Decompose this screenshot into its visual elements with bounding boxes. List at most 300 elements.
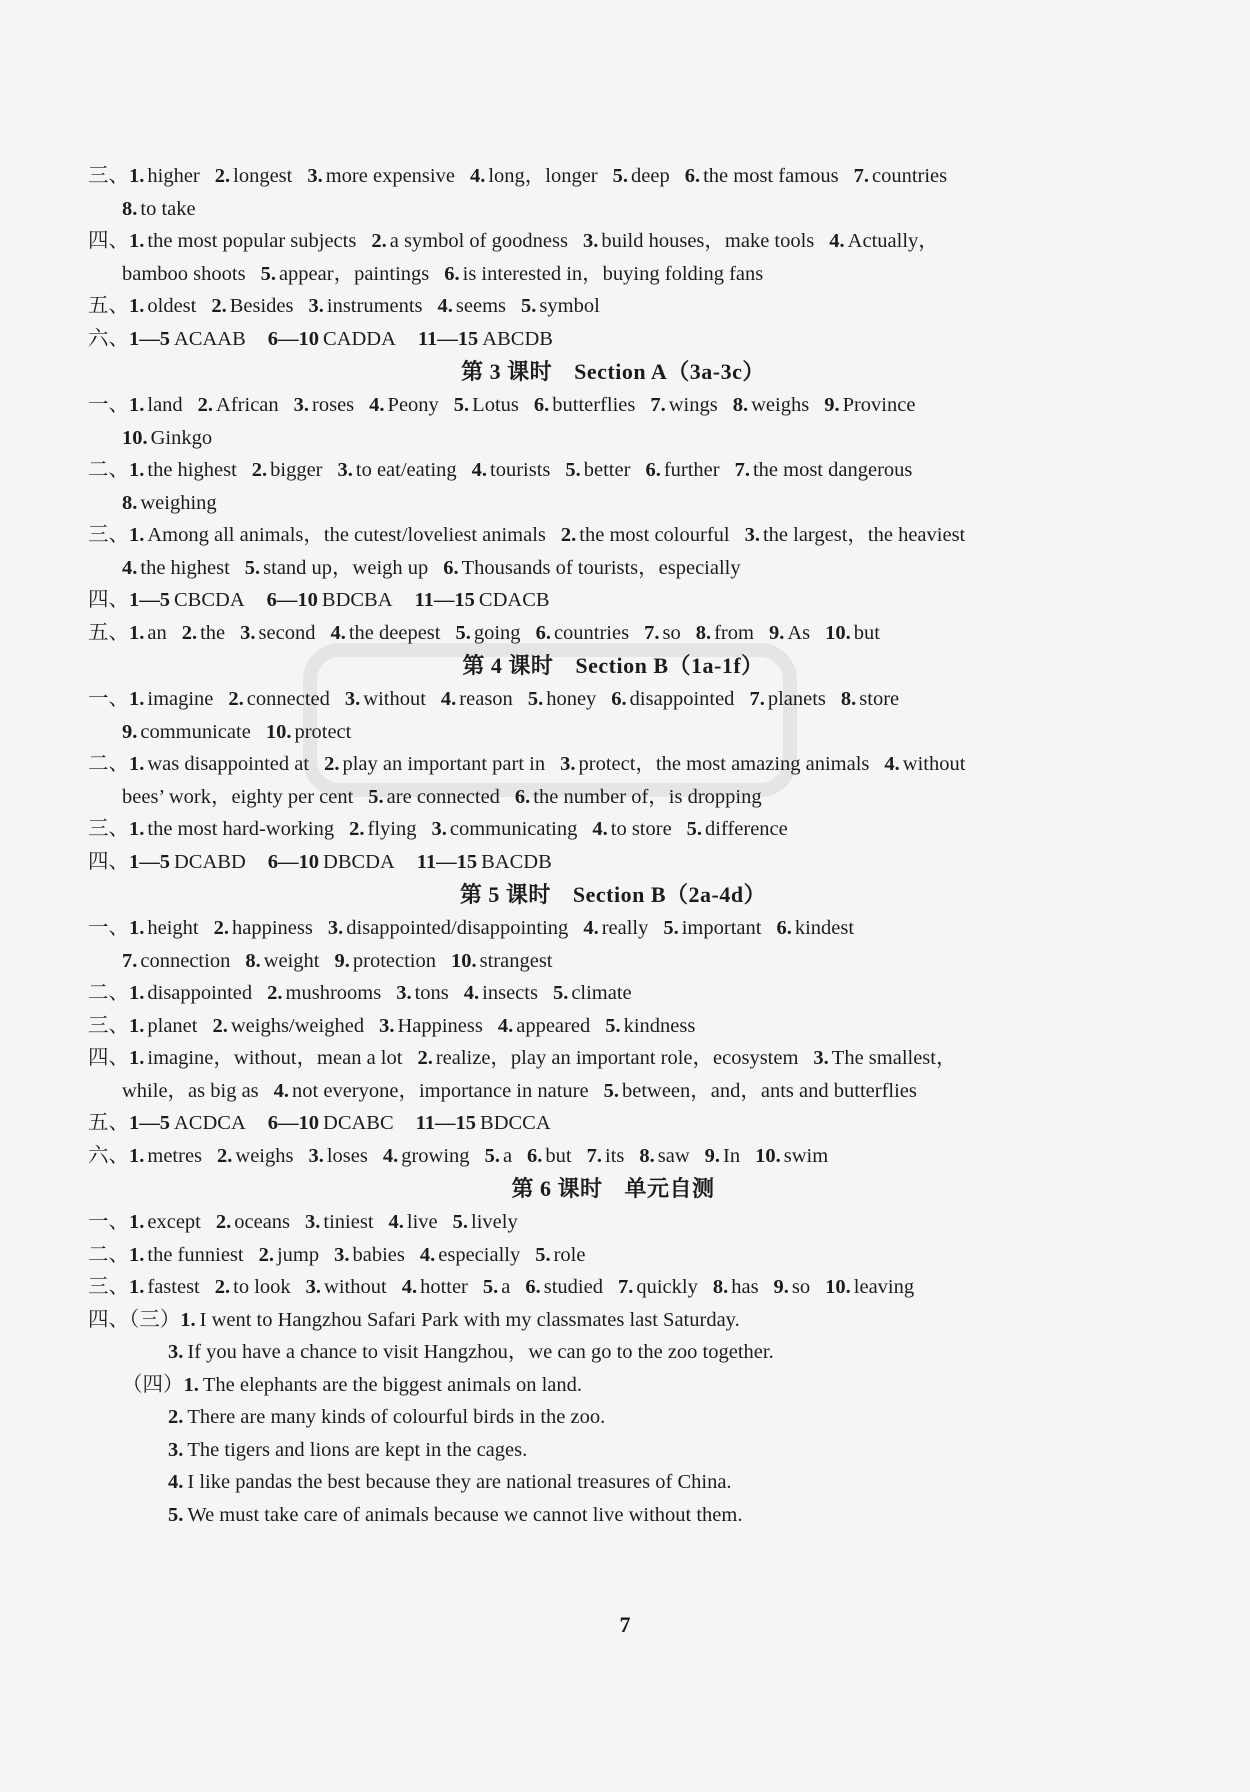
answer-text: the most famous (703, 165, 839, 187)
part-label: 四、 (88, 1047, 129, 1069)
answer-item (122, 1080, 259, 1102)
answer-item (417, 1047, 798, 1069)
answer-text: communicating (449, 818, 578, 840)
answer-item (583, 917, 648, 939)
answer-number: 4. (382, 1144, 399, 1167)
answer-item (521, 295, 600, 317)
answer-text: lively (471, 1211, 518, 1233)
answer-text: so (791, 1276, 811, 1298)
answer-text: to store (610, 818, 672, 840)
range-numbers: 1—5 (129, 589, 170, 611)
answer-item (444, 263, 763, 285)
answer-item (696, 622, 754, 644)
answer-item (453, 1211, 518, 1233)
answer-number: 4. (884, 753, 900, 775)
answer-item (824, 394, 915, 416)
lesson-heading (88, 878, 1138, 912)
answer-number: 1. (129, 753, 145, 775)
part-label: 一、 (88, 917, 129, 939)
answer-line (88, 1271, 1138, 1304)
choice-range (129, 851, 246, 873)
answer-text: leaving (853, 1276, 915, 1298)
answer-text: disappointed (629, 688, 735, 710)
answer-text: countries (553, 621, 630, 644)
answer-text: store (859, 688, 900, 710)
answer-item (309, 295, 423, 317)
answer-text: Besides (229, 295, 294, 317)
answer-number: 6. (443, 556, 459, 579)
answer-text: honey (546, 688, 597, 710)
answer-number: 2. (197, 394, 214, 416)
range-numbers: 6—10 (267, 850, 320, 873)
answer-number: 5. (612, 165, 629, 187)
answer-item (705, 1145, 740, 1167)
answer-text: bees’ work，eighty per cent (122, 785, 354, 808)
answer-number: 5. (484, 1144, 500, 1167)
answer-text: the highest (140, 556, 230, 579)
answer-text: its (605, 1144, 625, 1167)
sentence-text: If you have a chance to visit Hangzhou，we can go to the zoo together. (187, 1341, 774, 1363)
answer-text: the highest (147, 459, 237, 481)
answer-text: a (501, 1276, 511, 1298)
answer-text: instruments (326, 295, 423, 317)
answer-number: 3. (334, 1243, 350, 1266)
answer-item (454, 394, 519, 416)
answer-text: between，and，ants and butterflies (621, 1079, 917, 1102)
sentence-number: 5. (168, 1503, 184, 1526)
answer-line (88, 323, 1138, 356)
answer-number: 2. (215, 1211, 232, 1233)
answer-text: Province (842, 394, 916, 416)
answer-text: build houses，make tools (601, 230, 815, 252)
answer-number: 8. (712, 1276, 729, 1298)
answer-number: 6. (514, 785, 531, 808)
answer-number: 3. (308, 295, 324, 317)
sentence-line (88, 1336, 1138, 1369)
answer-item (618, 1276, 698, 1298)
answer-item (455, 622, 520, 644)
answer-number: 1. (129, 230, 145, 252)
answer-item (713, 1276, 759, 1298)
answer-number: 3. (344, 688, 361, 710)
lesson-title: 第 3 课时 (461, 359, 553, 384)
part-label: （四） (122, 1373, 184, 1396)
answer-text: protection (352, 949, 436, 972)
answer-text: height (147, 917, 199, 939)
range-letters: ACAAB (174, 327, 246, 350)
answer-number: 1. (129, 688, 145, 710)
answer-number: 5. (686, 818, 703, 840)
answer-text: the funniest (147, 1243, 244, 1266)
sentence-text: I went to Hangzhou Safari Park with my classmates last Saturday. (199, 1308, 740, 1331)
answer-text: seems (455, 295, 507, 317)
answer-text: roses (312, 394, 355, 416)
answer-number: 1. (129, 524, 145, 546)
answer-item (334, 1244, 405, 1266)
answer-number: 4. (273, 1079, 290, 1102)
answer-item (129, 1211, 201, 1233)
answer-item (396, 982, 449, 1004)
answer-item (129, 622, 167, 644)
answer-number: 5. (260, 262, 276, 285)
answer-text: planet (147, 1014, 198, 1037)
answer-text: weighing (140, 491, 217, 514)
answer-text: so (662, 621, 681, 644)
answer-number: 2. (211, 295, 227, 317)
answer-number: 5. (453, 394, 470, 416)
answer-text: oceans (234, 1211, 291, 1233)
answer-number: 5. (452, 1211, 469, 1233)
answer-number: 4. (330, 621, 346, 644)
answer-number: 3. (431, 818, 447, 840)
answer-item (307, 165, 455, 187)
answer-number: 4. (497, 1014, 514, 1037)
answer-text: important (681, 917, 762, 939)
answer-number: 3. (293, 394, 310, 416)
answer-number: 1. (129, 1276, 145, 1298)
answer-item (685, 165, 839, 187)
answer-line (88, 748, 1138, 781)
answer-number: 3. (379, 1014, 395, 1037)
answer-number: 1. (129, 1047, 145, 1069)
answer-item (441, 688, 513, 710)
answer-number: 4. (437, 295, 453, 317)
answer-text: flying (367, 818, 417, 840)
answer-text: not everyone，importance in nature (292, 1079, 589, 1102)
answer-item (650, 394, 717, 416)
answer-item (561, 524, 730, 546)
answer-number: 4. (583, 917, 599, 939)
answer-item (122, 557, 230, 579)
answer-number: 3. (396, 982, 412, 1004)
answer-number: 3. (305, 1211, 321, 1233)
answer-number: 3. (308, 1144, 324, 1167)
answer-item (402, 1276, 468, 1298)
answer-text: without (902, 753, 966, 775)
answer-item (451, 950, 553, 972)
answer-number: 10. (825, 1276, 851, 1298)
answer-text: Happiness (397, 1014, 483, 1037)
answer-item (485, 1145, 512, 1167)
answer-number: 6. (533, 394, 550, 416)
answer-item (182, 622, 225, 644)
answer-number: 2. (181, 621, 198, 644)
answer-item (379, 1015, 483, 1037)
answer-text: further (663, 459, 720, 481)
lesson-heading (88, 1172, 1138, 1206)
part-label: 六、 (88, 1144, 129, 1167)
answer-text: the largest，the heaviest (762, 524, 966, 546)
choice-range (129, 328, 246, 350)
answer-line (88, 781, 1138, 814)
answer-text: from (714, 621, 754, 644)
answer-text: a symbol of goodness (389, 230, 568, 252)
answer-item (308, 1145, 367, 1167)
choice-range (268, 1112, 394, 1134)
answer-number: 4. (463, 982, 480, 1004)
answer-number: 4. (401, 1276, 418, 1298)
answer-item (733, 394, 809, 416)
answer-text: appeared (516, 1014, 591, 1037)
answer-text: play an important part in (342, 753, 546, 775)
answer-number: 2. (214, 1276, 231, 1298)
answer-line (88, 1107, 1138, 1140)
answer-line (88, 290, 1138, 323)
sentence-line (88, 1369, 1138, 1402)
answer-item (470, 165, 598, 187)
answer-text: As (787, 621, 811, 644)
answer-text: tourists (490, 459, 551, 481)
answer-item (745, 524, 966, 546)
answer-text: tons (414, 982, 449, 1004)
lesson-section: Section A（3a-3c） (574, 359, 765, 384)
answer-item (483, 1276, 510, 1298)
sentence-line (88, 1401, 1138, 1434)
answer-number: 2. (560, 524, 577, 546)
answer-number: 2. (214, 165, 231, 187)
answer-item (129, 982, 252, 1004)
answer-text: imagine，without，mean a lot (147, 1047, 403, 1069)
answer-number: 1. (129, 459, 145, 481)
answer-item (663, 917, 761, 939)
range-letters: BACDB (481, 850, 552, 873)
answer-line (88, 1140, 1138, 1173)
answer-text: but (545, 1144, 572, 1167)
answer-item (122, 198, 196, 220)
answer-text: Ginkgo (150, 426, 213, 449)
answer-text: higher (147, 165, 200, 187)
answer-text: mushrooms (285, 982, 382, 1004)
part-label: 五、 (88, 1112, 129, 1134)
answer-item (854, 165, 948, 187)
answer-text: happiness (232, 917, 313, 939)
answer-number: 5. (244, 556, 261, 579)
answer-number: 4. (471, 459, 488, 481)
answer-number: 6. (776, 917, 792, 939)
answer-item (129, 917, 199, 939)
answer-item (825, 1276, 914, 1298)
answer-number: 2. (349, 818, 365, 840)
answer-text: disappointed (147, 982, 253, 1004)
answer-number: 6. (527, 1144, 543, 1167)
answer-number: 8. (122, 491, 138, 514)
answer-line (88, 716, 1138, 749)
answer-item (776, 917, 854, 939)
range-numbers: 11—15 (414, 589, 475, 611)
answer-number: 9. (773, 1276, 789, 1298)
answer-item (565, 459, 630, 481)
answer-text: Among all animals，the cutest/loveliest animals (147, 524, 546, 546)
answer-text: reason (459, 688, 513, 710)
answer-text: protect，the most amazing animals (578, 753, 870, 775)
answer-item (129, 688, 213, 710)
answer-number: 9. (768, 621, 785, 644)
answer-text: going (473, 621, 521, 644)
answer-text: realize，play an important role，ecosystem (435, 1047, 799, 1069)
answer-item (328, 917, 568, 939)
range-letters: ABCDB (482, 327, 553, 350)
answer-item (245, 557, 429, 579)
answer-text: is interested in，buying folding fans (462, 262, 764, 285)
answer-number: 8. (639, 1144, 655, 1167)
answer-item (535, 1244, 585, 1266)
answer-item (122, 492, 217, 514)
choice-range (267, 589, 393, 611)
sentence-number: 1. (180, 1308, 196, 1331)
range-letters: CBCDA (174, 589, 245, 611)
answer-item (755, 1145, 828, 1167)
answer-item (525, 1276, 603, 1298)
answer-text: except (147, 1211, 201, 1233)
page-number: 7 (619, 1612, 631, 1637)
answer-number: 2. (417, 1047, 433, 1069)
answer-item (349, 818, 416, 840)
answer-text: role (553, 1243, 586, 1266)
answer-number: 8. (122, 197, 138, 220)
answer-line (88, 160, 1138, 193)
answer-line (88, 389, 1138, 422)
answer-item (515, 786, 762, 808)
range-letters: ACDCA (174, 1112, 246, 1134)
answer-number: 7. (853, 165, 869, 187)
part-label: 二、 (88, 753, 129, 775)
answer-text: more expensive (325, 165, 455, 187)
answer-item (583, 230, 814, 252)
answer-number: 3. (337, 459, 353, 481)
sentence-number: 3. (168, 1341, 184, 1363)
sentence-line (88, 1499, 1138, 1532)
answer-number: 5. (603, 1079, 619, 1102)
answer-item (129, 524, 546, 546)
sentence-line (88, 1466, 1138, 1499)
answer-text: while，as big as (122, 1079, 259, 1102)
answer-text: has (731, 1276, 759, 1298)
answer-item (560, 753, 869, 775)
range-numbers: 6—10 (266, 589, 318, 611)
answer-number: 3. (307, 165, 323, 187)
answer-text: oldest (147, 295, 197, 317)
answer-line (88, 487, 1138, 520)
answer-text: metres (147, 1144, 203, 1167)
sentence-text: There are many kinds of colourful birds in the zoo. (187, 1406, 606, 1428)
answer-item (324, 753, 545, 775)
answer-text: strangest (479, 949, 553, 972)
answer-text: bamboo shoots (122, 262, 246, 285)
answer-number: 7. (122, 949, 138, 972)
answer-text: Lotus (472, 394, 519, 416)
answer-item (129, 1047, 402, 1069)
answer-number: 4. (419, 1243, 436, 1266)
answer-text: weighs (235, 1144, 294, 1167)
part-label: 二、 (88, 982, 129, 1004)
answer-item (211, 295, 293, 317)
answer-text: tiniest (323, 1211, 374, 1233)
answer-number: 1. (129, 621, 145, 644)
answer-text: In (723, 1144, 741, 1167)
answer-line (88, 945, 1138, 978)
sentence-line (88, 1434, 1138, 1467)
answer-text: Actually， (847, 230, 939, 252)
answer-line (88, 519, 1138, 552)
answer-number: 1. (129, 394, 145, 416)
answer-number: 5. (605, 1014, 621, 1037)
answer-number: 7. (749, 688, 765, 710)
part-label: 三、 (88, 1276, 129, 1298)
part-label: 三、 (88, 165, 129, 187)
answer-line (88, 912, 1138, 945)
lesson-title: 第 5 课时 (459, 882, 551, 907)
answer-number: 6. (535, 621, 551, 644)
answer-line (88, 813, 1138, 846)
answer-text: kindness (623, 1014, 696, 1037)
answer-text: butterflies (552, 394, 636, 416)
answer-text: weighs (751, 394, 810, 416)
range-letters: BDCCA (480, 1112, 551, 1134)
answer-number: 10. (755, 1144, 781, 1167)
answer-text: studied (543, 1276, 603, 1298)
part-label: 四、 (88, 230, 129, 252)
answer-line (88, 617, 1138, 650)
answer-number: 6. (525, 1276, 541, 1298)
answer-text: bigger (270, 459, 323, 481)
answer-item (534, 394, 636, 416)
answer-number: 7. (644, 621, 660, 644)
answer-number: 4. (469, 165, 486, 187)
choice-range (129, 589, 245, 611)
answer-item (825, 622, 880, 644)
answer-number: 10. (825, 621, 851, 644)
range-numbers: 1—5 (129, 327, 170, 350)
answer-number: 4. (592, 818, 608, 840)
sentence-number: 2. (168, 1406, 184, 1428)
answer-item (217, 1145, 293, 1167)
answer-number: 7. (734, 459, 750, 481)
answer-text: insects (482, 982, 538, 1004)
answer-text: the most hard-working (147, 818, 335, 840)
answer-number: 8. (245, 949, 261, 972)
answer-text: Thousands of tourists，especially (461, 556, 741, 579)
answer-item (829, 230, 938, 252)
answer-text: long，longer (488, 165, 598, 187)
answer-item (215, 165, 293, 187)
part-label: 六、 (88, 327, 129, 350)
answer-text: imagine (147, 688, 214, 710)
answer-item (122, 950, 230, 972)
answer-item (536, 622, 630, 644)
part-label: 三、 (88, 524, 129, 546)
answer-text: wings (668, 394, 718, 416)
answer-number: 7. (586, 1144, 602, 1167)
answer-text: connected (246, 688, 330, 710)
answer-text: kindest (794, 917, 855, 939)
answer-number: 2. (212, 1014, 228, 1037)
range-numbers: 1—5 (129, 1112, 170, 1134)
answer-item (639, 1145, 689, 1167)
answer-item (438, 295, 506, 317)
answer-item (228, 688, 329, 710)
answer-item (841, 688, 899, 710)
answer-number: 2. (371, 230, 387, 252)
answer-line (88, 1239, 1138, 1272)
answer-text: protect (294, 720, 352, 743)
answer-number: 2. (251, 459, 268, 481)
answer-number: 1. (129, 165, 145, 187)
answer-item (129, 394, 183, 416)
answer-number: 5. (482, 1276, 499, 1298)
range-letters: BDCBA (321, 589, 393, 611)
answer-item (129, 1145, 202, 1167)
lesson-heading (88, 355, 1138, 389)
